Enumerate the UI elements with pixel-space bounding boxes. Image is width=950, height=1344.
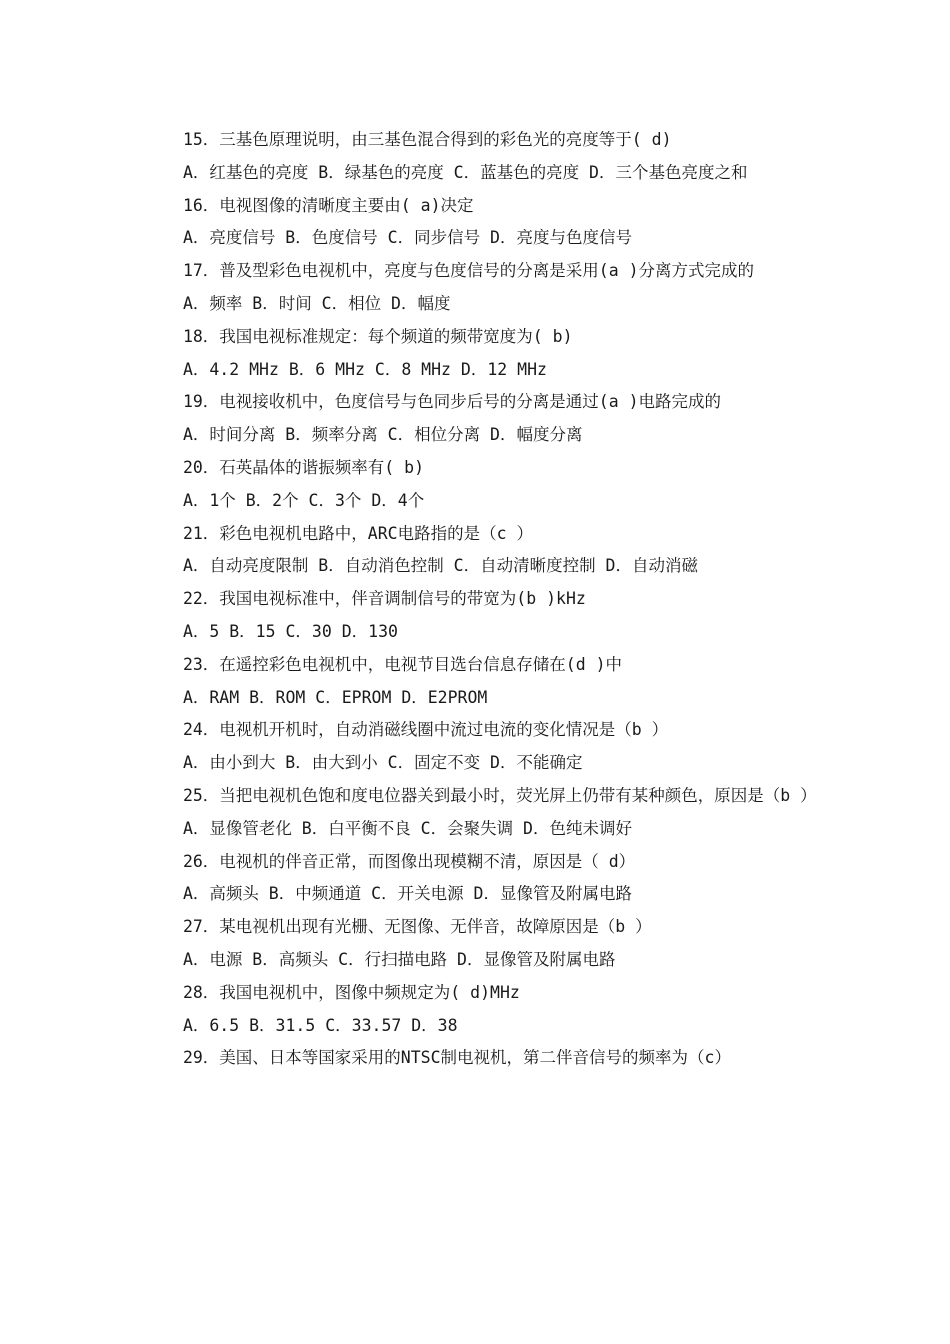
question-options: A．自动亮度限制 B．自动消色控制 C．自动清晰度控制 D．自动消磁 [182, 556, 698, 576]
question-options: A．由小到大 B．由大到小 C．固定不变 D．不能确定 [182, 753, 583, 773]
question-options: A．电源 B．高频头 C．行扫描电路 D．显像管及附属电路 [182, 949, 616, 969]
question-options: A．6.5 B．31.5 C．33.57 D．38 [182, 1015, 458, 1035]
question-options: A．显像管老化 B．白平衡不良 C．会聚失调 D．色纯未调好 [182, 818, 632, 838]
question-stem: 26．电视机的伴音正常，而图像出现模糊不清，原因是（ d） [182, 851, 636, 871]
question-stem: 29．美国、日本等国家采用的NTSC制电视机，第二伴音信号的频率为（c） [182, 1048, 731, 1068]
question-stem: 21．彩色电视机电路中，ARC电路指的是（c ） [182, 523, 533, 543]
question-options: A．亮度信号 B．色度信号 C．同步信号 D．亮度与色度信号 [182, 228, 632, 248]
question-list [145, 124, 817, 1075]
question-stem: 23．在遥控彩色电视机中，电视节目选台信息存储在(d )中 [182, 654, 623, 674]
question-stem: 20．石英晶体的谐振频率有( b) [182, 457, 425, 477]
question-stem: 25．当把电视机色饱和度电位器关到最小时，荧光屏上仍带有某种颜色，原因是（b ） [182, 785, 817, 805]
question-options: A．高频头 B．中频通道 C．开关电源 D．显像管及附属电路 [182, 884, 632, 904]
question-options: A．频率 B．时间 C．相位 D．幅度 [182, 293, 451, 313]
question-options: A．4.2 MHz B．6 MHz C．8 MHz D．12 MHz [182, 359, 547, 379]
question-stem: 22．我国电视标准中，伴音调制信号的带宽为(b )kHz [182, 589, 586, 609]
question-stem: 19．电视接收机中，色度信号与色同步后号的分离是通过(a )电路完成的 [182, 392, 722, 412]
question-stem: 16．电视图像的清晰度主要由( a)决定 [182, 195, 474, 215]
question-options: A．5 B．15 C．30 D．130 [182, 621, 398, 641]
question-options: A．时间分离 B．频率分离 C．相位分离 D．幅度分离 [182, 425, 583, 445]
question-stem: 15．三基色原理说明，由三基色混合得到的彩色光的亮度等于( d) [182, 130, 672, 149]
question-options: A．红基色的亮度 B．绿基色的亮度 C．蓝基色的亮度 D．三个基色亮度之和 [182, 162, 748, 182]
question-stem: 24．电视机开机时，自动消磁线圈中流过电流的变化情况是（b ） [182, 720, 669, 740]
question-options: A．RAM B．ROM C．EPROM D．E2PROM [182, 687, 488, 707]
question-stem: 17．普及型彩色电视机中，亮度与色度信号的分离是采用(a )分离方式完成的 [182, 261, 755, 281]
question-stem: 18．我国电视标准规定：每个频道的频带宽度为( b) [182, 326, 573, 346]
question-stem: 27．某电视机出现有光栅、无图像、无伴音，故障原因是（b ） [182, 917, 652, 937]
question-options: A．1个 B．2个 C．3个 D．4个 [182, 490, 425, 510]
question-stem: 28．我国电视机中，图像中频规定为( d)MHz [182, 982, 520, 1002]
